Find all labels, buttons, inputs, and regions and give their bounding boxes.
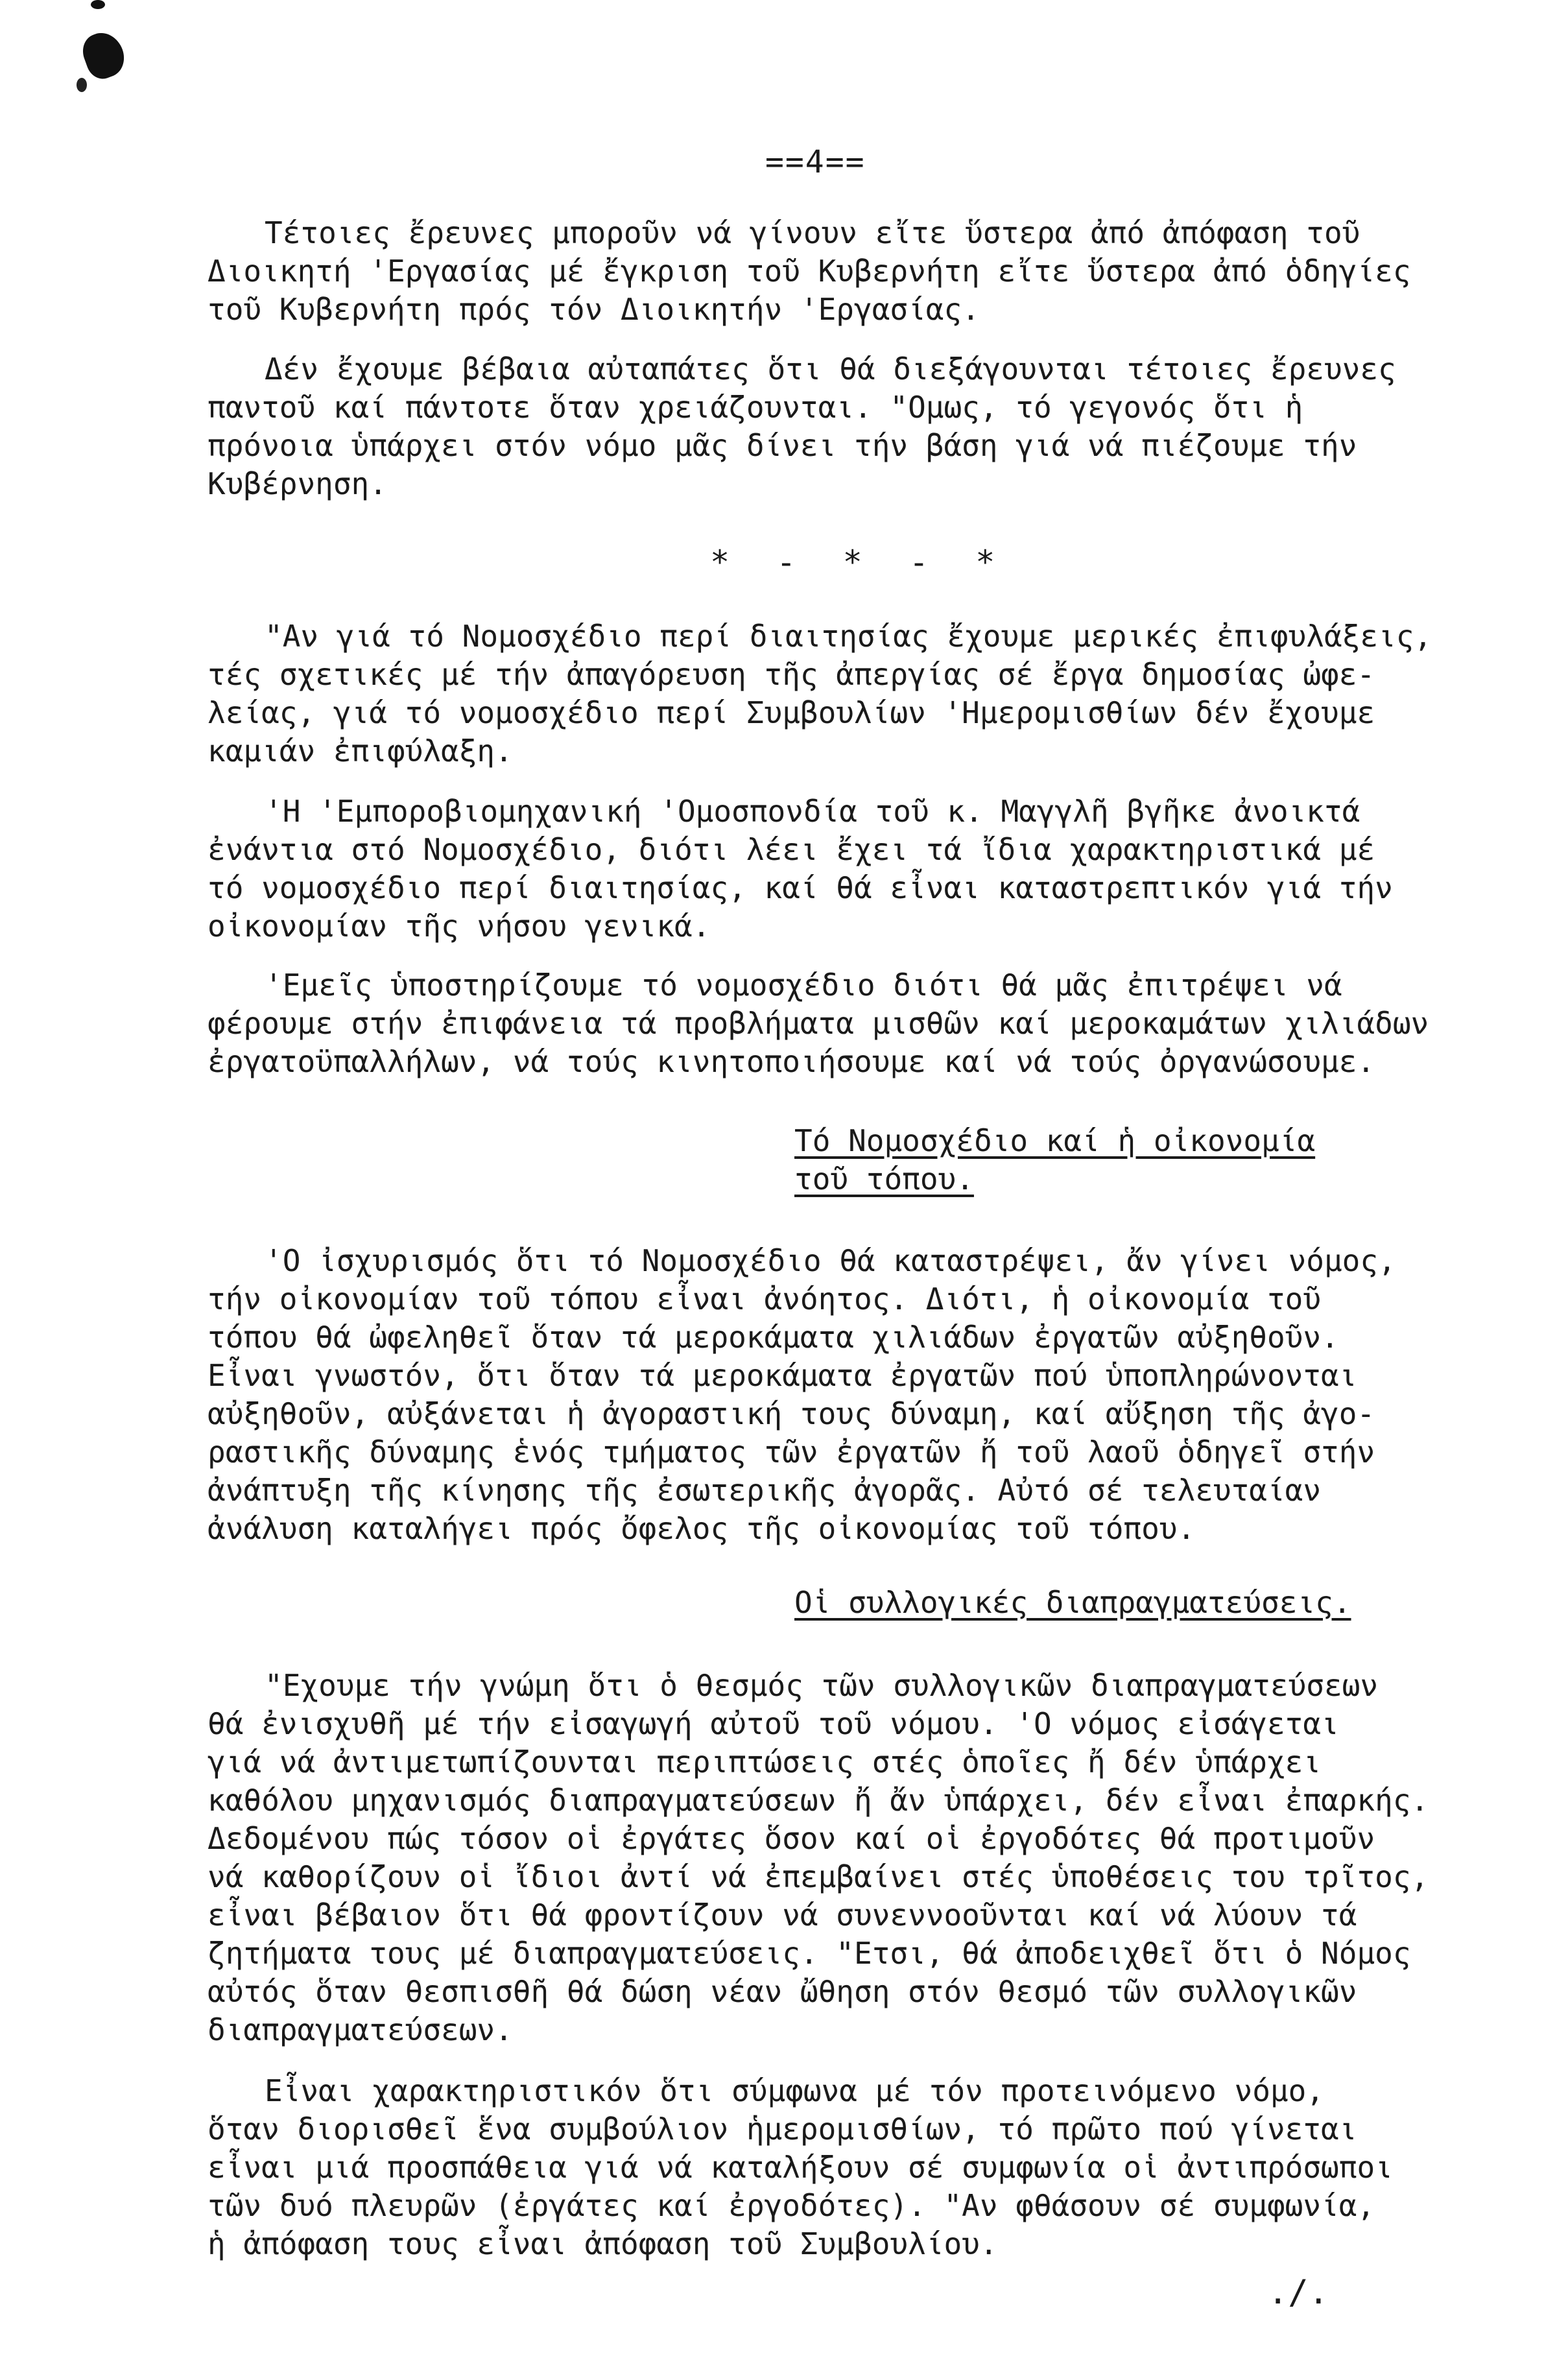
text-line: ἀνάπτυξη τῆς κίνησης τῆς ἐσωτερικῆς ἀγορᾶς. Αὐτό σέ τελευταίαν xyxy=(208,1473,1322,1508)
text-line: τοῦ Κυβερνήτη πρός τόν Διοικητήν 'Εργασίας. xyxy=(208,292,980,327)
text-line: ὅταν διορισθεῖ ἕνα συμβούλιον ἡμερομισθίων, τό πρῶτο πού γίνεται xyxy=(208,2112,1357,2147)
continuation-mark: ./. xyxy=(1268,2273,1329,2312)
text-line: αὐτός ὅταν θεσπισθῆ θά δώση νέαν ὤθηση στόν θεσμό τῶν συλλογικῶν xyxy=(208,1974,1357,2009)
paragraph xyxy=(208,792,1530,946)
text-line: τῶν δυό πλευρῶν (ἐργάτες καί ἐργοδότες). "Αν φθάσουν σέ συμφωνία, xyxy=(208,2188,1375,2223)
section-heading xyxy=(794,1584,1351,1622)
text-line: παντοῦ καί πάντοτε ὅταν χρειάζουνται. "Ομως, τό γεγονός ὅτι ἡ xyxy=(208,390,1303,425)
text-line: 'Η 'Εμποροβιομηχανική 'Ομοσπονδία τοῦ κ. Μαγγλῆ βγῆκε ἀνοικτά xyxy=(265,794,1360,829)
text-line: ἡ ἀπόφαση τους εἶναι ἀπόφαση τοῦ Συμβουλίου. xyxy=(208,2226,998,2261)
text-line: θά ἐνισχυθῆ μέ τήν εἰσαγωγή αὐτοῦ τοῦ νόμου. 'Ο νόμος εἰσάγεται xyxy=(208,1706,1339,1741)
heading-line: Οἱ συλλογικές διαπραγματεύσεις. xyxy=(794,1585,1351,1620)
text-line: ἐνάντια στό Νομοσχέδιο, διότι λέει ἔχει τά ἴδια χαρακτηριστικά μέ xyxy=(208,832,1375,867)
text-line: τό νομοσχέδιο περί διαιτησίας, καί θά εἶναι καταστρεπτικόν γιά τήν xyxy=(208,870,1393,905)
heading-line: Τό Νομοσχέδιο καί ἡ οἰκονομία xyxy=(794,1123,1316,1158)
paragraph xyxy=(208,617,1530,770)
text-line: ἐργατοϋπαλλήλων, νά τούς κινητοποιήσουμε καί νά τούς ὀργανώσουμε. xyxy=(208,1044,1375,1079)
heading-line: τοῦ τόπου. xyxy=(794,1161,974,1196)
text-line: νά καθορίζουν οἱ ἴδιοι ἀντί νά ἐπεμβαίνει στές ὑποθέσεις του τρῖτος, xyxy=(208,1859,1429,1894)
text-line: τές σχετικές μέ τήν ἀπαγόρευση τῆς ἀπεργίας σέ ἔργα δημοσίας ὠφε- xyxy=(208,657,1375,692)
text-line: διαπραγματεύσεων. xyxy=(208,2012,513,2047)
paragraph xyxy=(208,214,1530,329)
text-line: πρόνοια ὑπάρχει στόν νόμο μᾶς δίνει τήν βάση γιά νά πιέζουμε τήν xyxy=(208,428,1357,463)
paragraph xyxy=(208,2072,1530,2263)
text-line: Κυβέρνηση. xyxy=(208,466,387,501)
paragraph xyxy=(208,1667,1530,2049)
text-line: γιά νά ἀντιμετωπίζουνται περιπτώσεις στές ὁποῖες ἤ δέν ὑπάρχει xyxy=(208,1744,1322,1779)
paragraph xyxy=(208,1242,1530,1548)
page-number: ==4== xyxy=(765,144,866,180)
text-line: ραστικῆς δύναμης ἑνός τμήματος τῶν ἐργατῶν ἤ τοῦ λαοῦ ὁδηγεῖ στήν xyxy=(208,1434,1375,1470)
text-line: Δέν ἔχουμε βέβαια αὐταπάτες ὅτι θά διεξάγουνται τέτοιες ἔρευνες xyxy=(265,351,1396,387)
paragraph xyxy=(208,350,1530,503)
text-line: εἶναι βέβαιον ὅτι θά φροντίζουν νά συνεννοοῦνται καί νά λύουν τά xyxy=(208,1898,1357,1933)
text-line: "Εχουμε τήν γνώμη ὅτι ὁ θεσμός τῶν συλλογικῶν διαπραγματεύσεων xyxy=(265,1668,1379,1703)
text-line: τόπου θά ὠφεληθεῖ ὅταν τά μεροκάματα χιλιάδων ἐργατῶν αὐξηθοῦν. xyxy=(208,1320,1339,1355)
section-separator: * - * - * xyxy=(710,543,998,581)
text-line: οἰκονομίαν τῆς νήσου γενικά. xyxy=(208,909,711,944)
text-line: τήν οἰκονομίαν τοῦ τόπου εἶναι ἀνόητος. Διότι, ἡ οἰκονομία τοῦ xyxy=(208,1281,1322,1316)
text-line: αὐξηθοῦν, αὐξάνεται ἡ ἀγοραστική τους δύναμη, καί αὔξηση τῆς ἀγο- xyxy=(208,1396,1375,1431)
text-line: Εἶναι χαρακτηριστικόν ὅτι σύμφωνα μέ τόν προτεινόμενο νόμο, xyxy=(265,2073,1324,2108)
text-line: ἀνάλυση καταλήγει πρός ὄφελος τῆς οἰκονομίας τοῦ τόπου. xyxy=(208,1511,1196,1546)
text-line: ζητήματα τους μέ διαπραγματεύσεις. "Ετσι, θά ἀποδειχθεῖ ὅτι ὁ Νόμος xyxy=(208,1936,1411,1971)
ink-blot xyxy=(78,27,130,83)
section-heading xyxy=(794,1122,1315,1198)
ink-blot xyxy=(91,0,105,9)
text-line: λείας, γιά τό νομοσχέδιο περί Συμβουλίων 'Ημερομισθίων δέν ἔχουμε xyxy=(208,695,1375,730)
text-line: "Αν γιά τό Νομοσχέδιο περί διαιτησίας ἔχουμε μερικές ἐπιφυλάξεις, xyxy=(265,619,1432,654)
text-line: καθόλου μηχανισμός διαπραγματεύσεων ἤ ἄν ὑπάρχει, δέν εἶναι ἐπαρκής. xyxy=(208,1783,1429,1818)
text-line: Τέτοιες ἔρευνες μποροῦν νά γίνουν εἴτε ὕστερα ἀπό ἀπόφαση τοῦ xyxy=(265,215,1360,250)
text-line: Εἶναι γνωστόν, ὅτι ὅταν τά μεροκάματα ἐργατῶν πού ὑποπληρώνονται xyxy=(208,1358,1357,1393)
text-line: 'Ο ἰσχυρισμός ὅτι τό Νομοσχέδιο θά καταστρέψει, ἄν γίνει νόμος, xyxy=(265,1243,1396,1278)
text-line: εἶναι μιά προσπάθεια γιά νά καταλήξουν σέ συμφωνία οἱ ἀντιπρόσωποι xyxy=(208,2150,1393,2185)
text-line: Δεδομένου πώς τόσον οἱ ἐργάτες ὅσον καί οἱ ἐργοδότες θά προτιμοῦν xyxy=(208,1821,1375,1856)
ink-blot xyxy=(77,78,87,92)
paragraph xyxy=(208,966,1530,1081)
text-line: Διοικητή 'Εργασίας μέ ἔγκριση τοῦ Κυβερνήτη εἴτε ὕστερα ἀπό ὁδηγίες xyxy=(208,254,1411,289)
text-line: 'Εμεῖς ὑποστηρίζουμε τό νομοσχέδιο διότι θά μᾶς ἐπιτρέψει νά xyxy=(265,968,1342,1003)
text-line: καμιάν ἐπιφύλαξη. xyxy=(208,733,513,768)
text-line: φέρουμε στήν ἐπιφάνεια τά προβλήματα μισθῶν καί μεροκαμάτων χιλιάδων xyxy=(208,1006,1429,1041)
